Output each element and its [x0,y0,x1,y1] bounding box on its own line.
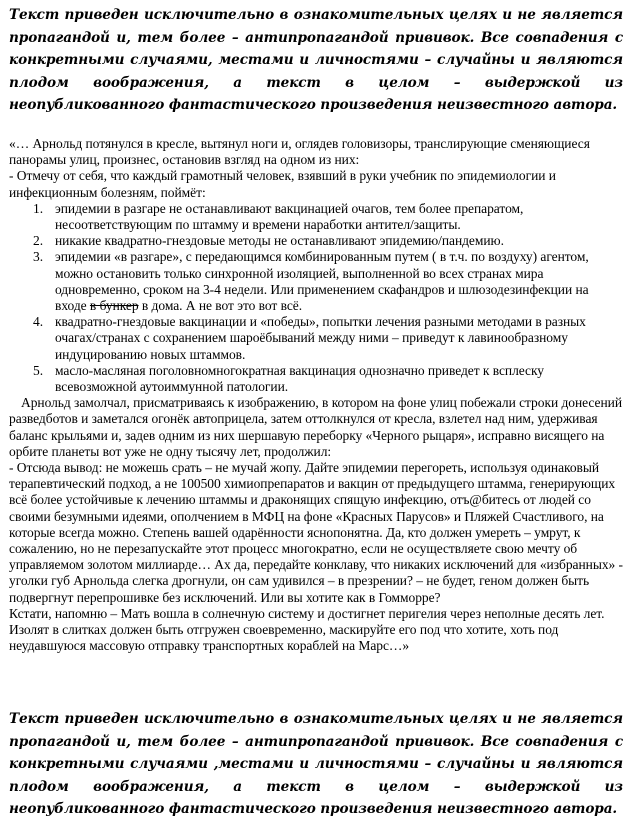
list-item [9,249,623,314]
list-item [9,314,623,363]
list-number: 1. [33,200,44,216]
list-number: 4. [33,314,44,330]
disclaimer-bottom: Текст приведен исключительно в ознакомительных целях и не является пропагандой и, тем более – антипропагандой прививок. Все совпадения с конкретными случаями ,местами и личностями – случайны и являются плодом воображения, а текст в целом – выдержкой из неопубликованного фантастического произведения неизвестного автора. [9,711,623,817]
list-item [9,201,623,233]
strikethrough-text: в бункер [89,298,139,314]
list-item-text: эпидемии в разгаре не останавливают вакцинацией очагов, тем более препаратом, несоответствующим по штамму и времени наработки антител/защиты. [55,200,524,233]
list-number: 3. [33,249,44,265]
intro-paragraph: «… Арнольд потянулся в кресле, вытянул ноги и, оглядев головизоры, транслирующие сменяющиеся панорамы улиц, произнес, остановив взгляд на одном из них: [9,136,590,168]
conclusion-paragraph: - Отсюда вывод: не можешь срать – не мучай жопу. Дайте эпидемии перегореть, используя одинаковый терапевтический подход, а не 100500 химиопрепаратов и вакцин от предыдущего штамма, генерирующих всё более устойчивые к лечению штаммы и драконящих спящую инфекцию, отъ@битесь от людей со своими безумными идеями, ополчением в МФЦ на фоне «Красных Парусов» и Пляжей Счастливого, на которые всегда можно. Степень вашей одарённости яснопонятна. Да, кто должен умереть – умрут, к сожалению, но не перезапускайте этот процесс многократно, если не осуществляете свою мечту об управляемом золотом миллиарде… Ах да, передайте конклаву, что никаких исключений для «избранных» - уголки губ Арнольда слегка дрогнули, он сам удивился – в презрении? – не будет, геном должен быть подвергнут перепрошивке без исключений. Или вы хотите как в Гомморре? [9,460,624,605]
numbered-list [9,201,623,395]
list-item-text: квадратно-гнездовые вакцинации и «победы», попытки лечения разными методами в разных очагах/странах с сохранением шароёбываний между ними – приведут к лавинообразному индуцированию новых штаммов. [55,314,586,362]
list-item-text-end: в дома. А не вот это вот всё. [138,298,303,314]
list-item [9,363,623,395]
list-number: 2. [33,233,44,249]
statement-paragraph: - Отмечу от себя, что каждый грамотный человек, взявший в руки учебник по эпидемиологии и инфекционным болезням, поймёт: [9,168,556,200]
arnold-paragraph: Арнольд замолчал, присматриваясь к изображению, в котором на фоне улиц побежали строки донесений разведботов и заметался огонёк автоприцела, затем оттолкнулся от кресла, взлетел над ним, удерживая баланс крыльями и, задев одним из них шершавую переборку «Черного рыцаря», исправно висящего на орбите планеты вот уже не одну тысячу лет, продолжил: [9,395,623,459]
disclaimer-top: Текст приведен исключительно в ознакомительных целях и не является пропагандой и, тем более – антипропагандой прививок. Все совпадения с конкретными случаями, местами и личностями – случайны и являются плодом воображения, а текст в целом – выдержкой из неопубликованного фантастического произведения неизвестного автора. [9,7,623,113]
list-item-text: никакие квадратно-гнездовые методы не останавливают эпидемию/пандемию. [55,233,504,249]
final-paragraph: Кстати, напомню – Мать вошла в солнечную систему и достигнет перигелия через неполные десять лет. Изолят в слитках должен быть отгружен своевременно, маскируйте его под что хотите, хоть под неудавшуюся массовую отправку транспортных кораблей на Марс…» [9,605,605,654]
list-item-text: эпидемии «в разгаре», с передающимся комбинированным путем ( в т.ч. по воздуху) агентом, можно остановить только синхронной изоляцией, выполненной во всех странах мира одновременно, сроком на 3-4 недели. Или применением скафандров и шлюзодезинфекции на входе [55,249,589,314]
story-body [9,136,623,655]
list-item-text: масло-масляная поголовномногократная вакцинация однозначно приведет к всплеску всевозможной аутоиммунной патологии. [55,362,545,395]
list-number: 5. [33,362,44,378]
list-item [9,233,623,249]
